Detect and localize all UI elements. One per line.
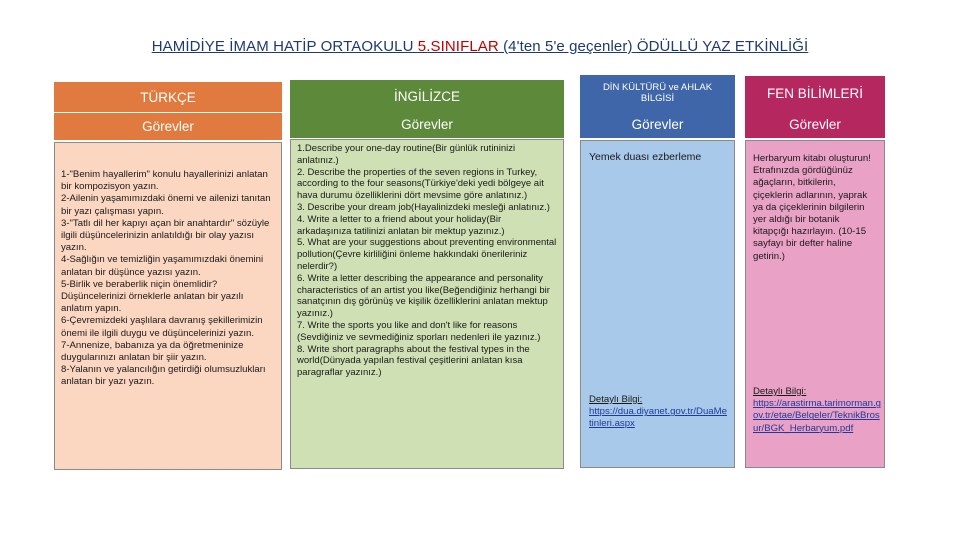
task-line: 3. Describe your dream job(Hayalinizdeki mesleği anlatınız.) xyxy=(297,201,550,213)
header-ingilizce xyxy=(290,80,564,112)
tasks-cell-fen-bilimleri xyxy=(745,140,885,468)
detail-label: Detaylı Bilgi: xyxy=(753,386,807,397)
detail-label: Detaylı Bilgi: xyxy=(589,394,643,405)
tasks-header-fen-bilimleri xyxy=(745,110,885,138)
title-highlight: 5.SINIFLAR xyxy=(417,38,499,55)
task-text: Herbaryum kitabı oluşturun! Etrafınızda gördüğünüz ağaçların, bitkilerin, çiçeklerin adlarının, yaprak ya da çiçeklerinin bilgilerin yer aldığı bir botanik kitapçığı hazırlayın. (10-15 sayfayı bir defter haline getirin.) xyxy=(753,153,874,262)
task-line: 1.Describe your one-day routine(Bir günlük rutininizi anlatınız.) xyxy=(297,143,518,166)
task-line: 6-Çevremizdeki yaşlılara davranış şekillerimizin önemi ile ilgili duygu ve düşüncelerinizi yazın. xyxy=(61,315,266,339)
tasks-label: Görevler xyxy=(631,116,684,132)
header-din-kulturu xyxy=(580,75,735,111)
title-prefix: HAMİDİYE İMAM HATİP ORTAOKULU xyxy=(151,38,418,55)
header-label: İNGİLİZCE xyxy=(393,88,460,104)
task-line: 8. Write short paragraphs about the festival types in the world(Dünyada yapılan festival çeşitlerini anlatan kısa paragraflar yazınız.) xyxy=(297,343,533,379)
task-line: 7. Write the sports you like and don't like for reasons (Sevdiğiniz ve sevmediğiniz sporları nedenleri ile yazınız.) xyxy=(297,319,541,343)
task-line: 4-Sağlığın ve temizliğin yaşamımızdaki önemini anlatan bir düşünce yazısı yazın. xyxy=(61,254,266,278)
tasks-label: Görevler xyxy=(789,116,841,132)
tasks-header-din-kulturu xyxy=(580,110,735,138)
tasks-label: Görevler xyxy=(401,117,453,132)
tasks-cell-turkce xyxy=(54,142,282,470)
task-line: 5. What are your suggestions about preventing environmental pollution(Çevre kirliliğini önleme hakkındaki önerileriniz nelerdir?) xyxy=(297,237,559,272)
header-turkce xyxy=(54,82,282,112)
task-line: 1-"Benim hayallerim" konulu hayallerinizi anlatan bir kompozisyon yazın. xyxy=(61,169,271,193)
task-line: 3-"Tatlı dil her kapıyı açan bir anahtardır" sözüyle ilgili düşüncelerinizin anlatıldığı bir olay yazısı yazın. xyxy=(61,217,273,254)
task-line: 8-Yalanın ve yalancılığın getirdiği olumsuzlukları anlatan bir yazı yazın. xyxy=(61,364,269,388)
task-text: Yemek duası ezberleme xyxy=(589,151,702,163)
header-label: DİN KÜLTÜRÜ ve AHLAK BİLGİSİ xyxy=(602,82,713,104)
page-title xyxy=(0,38,960,55)
detail-link[interactable]: https://arastirma.tarimorman.gov.tr/etae/Belgeler/TeknikBrosur/BGK_Herbaryum.pdf xyxy=(753,398,881,434)
detail-link[interactable]: https://dua.diyanet.gov.tr/DuaMetinleri.aspx xyxy=(589,406,727,430)
task-line: 6. Write a letter describing the appearance and personality characteristics of an artist you like(Beğendiğiniz herhangi bir sanatçının dış görünüş ve kişilik özelliklerini anlatan mektup yazınız.) xyxy=(297,272,553,320)
task-line: 5-Birlik ve beraberlik niçin önemlidir? Düşüncelerinizi örneklerle anlatan bir yazılı anlatım yapın. xyxy=(61,278,247,315)
header-label: FEN BİLİMLERİ xyxy=(766,86,864,101)
header-label: TÜRKÇE xyxy=(140,89,196,105)
task-line: 4. Write a letter to a friend about your holiday(Bir arkadaşınıza tatilinizi anlatan bir mektup yazınız.) xyxy=(297,213,505,237)
title-suffix: (4'ten 5'e geçenler) ÖDÜLLÜ YAZ ETKİNLİĞİ xyxy=(498,38,809,55)
tasks-header-turkce xyxy=(54,113,282,140)
tasks-header-ingilizce xyxy=(290,111,564,138)
task-line: 2. Describe the properties of the seven regions in Turkey, according to the four seasons(Türkiye'deki yedi bölgeye ait hava durumu özelliklerini dört mevsime göre anlatınız.) xyxy=(297,166,547,202)
task-line: 7-Annenize, babanıza ya da öğretmeninize duygularınızı anlatan bir şiir yazın. xyxy=(61,339,247,364)
tasks-cell-ingilizce xyxy=(290,139,564,469)
tasks-label: Görevler xyxy=(142,119,194,134)
task-line: 2-Ailenin yaşamımızdaki önemi ve ailenizi tanıtan bir yazı çalışması yapın. xyxy=(61,193,274,217)
tasks-cell-din-kulturu xyxy=(580,140,735,468)
header-fen-bilimleri xyxy=(745,76,885,111)
